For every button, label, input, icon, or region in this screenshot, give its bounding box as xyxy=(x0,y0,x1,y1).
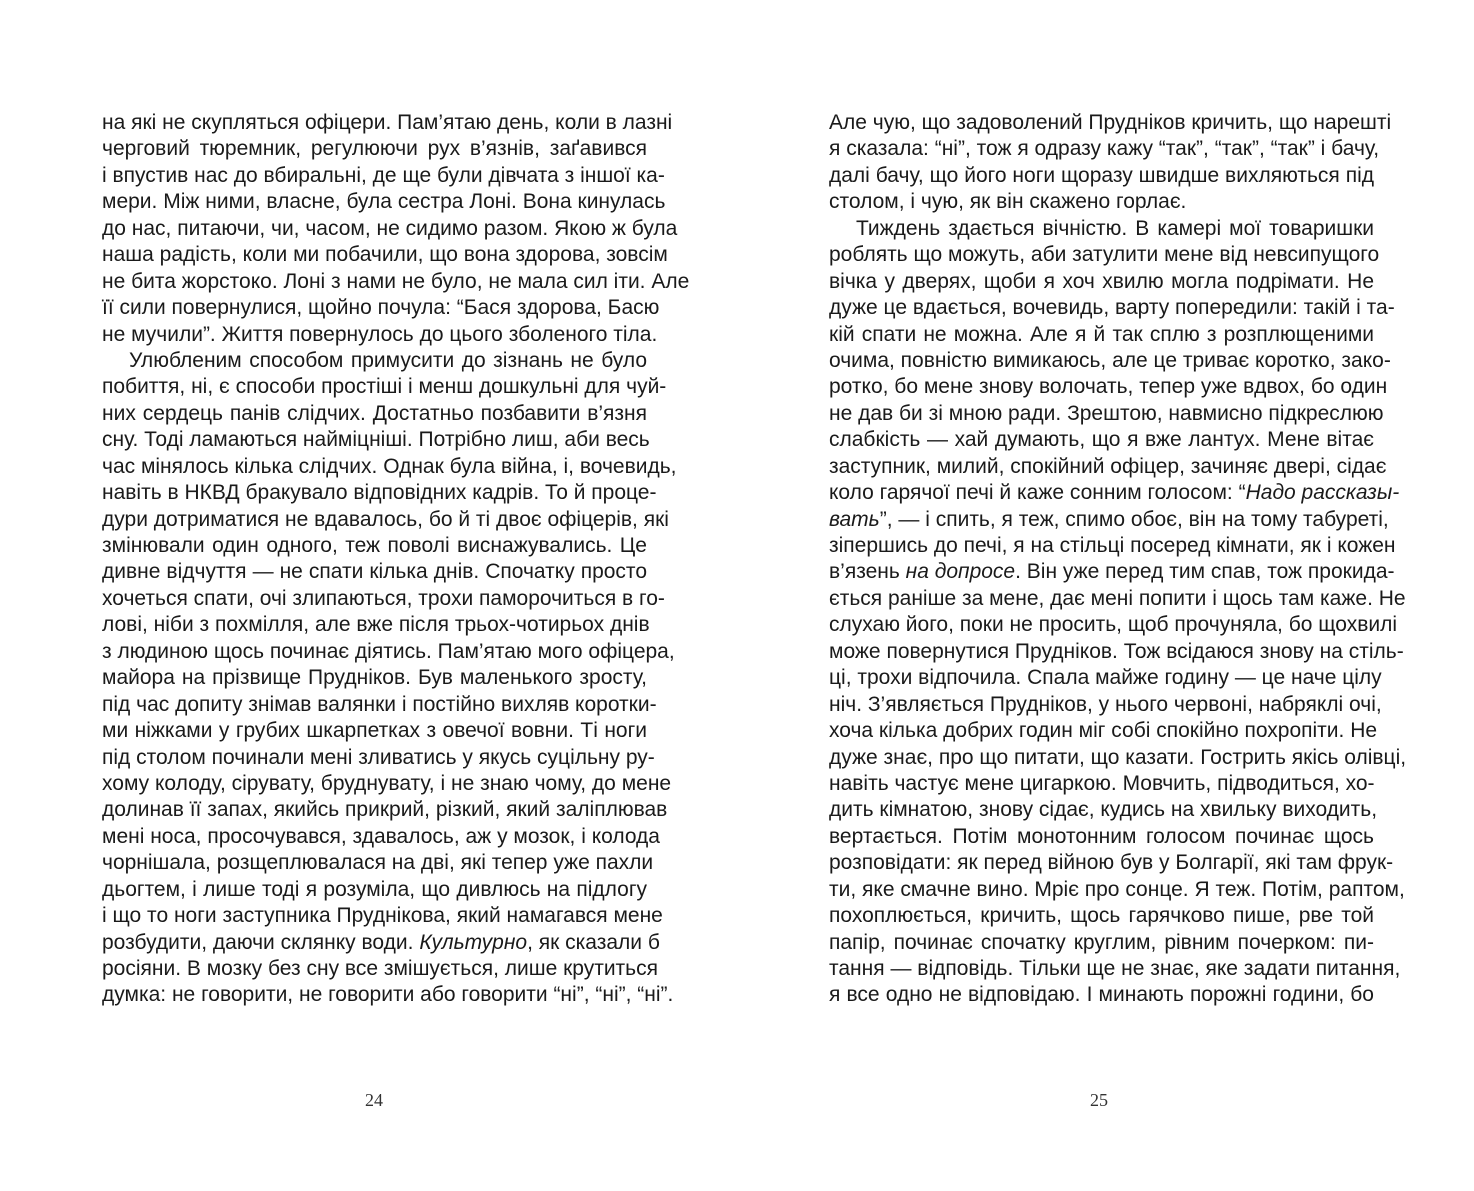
text-line xyxy=(829,480,1400,506)
text-line xyxy=(829,559,1395,585)
text-line: наша радість, коли ми побачили, що вона здорова, зовсім xyxy=(102,243,668,267)
text-line: і що то ноги заступника Пруднікова, який намагався мене xyxy=(102,904,663,928)
text-line: заступник, милий, спокійний офіцер, зачиняє двері, сідає xyxy=(829,454,1387,478)
text-line: ротко, бо мене знову волочать, тепер уже вдвох, бо один xyxy=(829,375,1388,399)
text-line: Але чую, що задоволений Прудніков кричить, що нарешті xyxy=(829,111,1392,134)
text-line: зіпершись до печі, я на стільці посеред кімнати, як і кожен xyxy=(829,534,1396,557)
text-line: лові, ніби з похмілля, але вже після трьох-чотирьох днів xyxy=(102,613,650,637)
text-line: я сказала: “ні”, тож я одразу кажу “так”, “так”, “так” і бачу, xyxy=(829,137,1380,161)
text-line: дивне відчуття — не спати кілька днів. Спочатку просто xyxy=(102,560,647,584)
text-line: і впустив нас до вбиральні, де ще були дівчата з іншої ка- xyxy=(102,163,665,187)
text-line: розповідати: як перед війною був у Болгарії, які там фрук- xyxy=(829,851,1394,875)
text-line: я все одно не відповідаю. І минають порожні години, бо xyxy=(829,983,1374,1007)
text-line: слабкість — хай думають, що я вже лантух. Мене вітає xyxy=(829,428,1374,452)
text-segment: ”, — і спить, я теж, спимо обоє, він на тому табуреті, xyxy=(879,507,1389,531)
text-line: черговий тюремник, регулюючи рух в’язнів, заґавився xyxy=(102,137,647,161)
left-page-text xyxy=(102,110,690,1009)
text-line: очима, повністю вимикаюсь, але це триває коротко, зако- xyxy=(829,348,1391,372)
text-line: дуже це вдається, вочевидь, варту попередили: такій і та- xyxy=(829,296,1395,320)
italic-phrase: на допросе xyxy=(905,560,1016,584)
text-line: її сили повернулися, щойно почула: “Бася здорова, Басю xyxy=(102,296,660,320)
text-line: ється раніше за мене, дає мені попити і щось там каже. Не xyxy=(829,586,1406,610)
text-line: ніч. З’являється Прудніков, у нього червоні, набряклі очі, xyxy=(829,692,1382,716)
text-line: змінювали один одного, теж поволі виснажувались. Це xyxy=(102,534,647,557)
text-line: роблять що можуть, аби затулити мене від невсипущого xyxy=(829,243,1380,267)
text-line: дури дотриматися не вдавалось, бо й ті двоє офіцерів, які xyxy=(102,507,669,531)
text-line: вертається. Потім монотонним голосом починає щось xyxy=(829,824,1374,848)
text-line: дить кімнатою, знову сідає, кудись на хвильку виходить, xyxy=(829,798,1378,822)
text-line: майора на прізвище Прудніков. Був маленького зросту, xyxy=(102,666,647,690)
text-line: хочеться спати, очі злипаються, трохи паморочиться в го- xyxy=(102,586,665,610)
text-line: кій спати не можна. Але я й так сплю з розплющеними xyxy=(829,322,1374,346)
text-segment: розбудити, даючи склянку води. xyxy=(102,930,414,954)
right-page-text xyxy=(829,110,1407,1009)
text-segment: коло гарячої печі й каже сонним голосом: “ xyxy=(829,481,1246,505)
text-line: час мінялось кілька слідчих. Однак була війна, і, вочевидь, xyxy=(102,454,677,478)
text-line: ти, яке смачне вино. Мріє про сонце. Я теж. Потім, раптом, xyxy=(829,877,1405,901)
text-line: мери. Між ними, власне, була сестра Лоні. Вона кинулась xyxy=(102,190,666,214)
text-line xyxy=(102,930,660,956)
text-line: під столом починали мені зливатись у якусь суцільну ру- xyxy=(102,745,655,769)
text-line: думка: не говорити, не говорити або говорити “ні”, “ні”, “ні”. xyxy=(102,983,674,1007)
text-line: під час допиту знімав валянки і постійно вихляв коротки- xyxy=(102,692,657,716)
text-line: може повернутися Прудніков. Тож всідаюся знову на стіль- xyxy=(829,639,1404,663)
text-line: не бита жорстоко. Лоні з нами не було, не мала сил іти. Але xyxy=(102,269,690,293)
text-line: хоча кілька добрих годин міг собі спокійно похропіти. Не xyxy=(829,719,1378,743)
text-line: далі бачу, що його ноги щоразу швидше вихляються під xyxy=(829,163,1374,187)
text-segment: в’язень xyxy=(829,560,900,584)
text-line: долинав її запах, якийсь прикрий, різкий, який заліплював xyxy=(102,798,668,822)
text-line: росіяни. В мозку без сну все змішується, лише крутиться xyxy=(102,957,658,980)
text-line: до нас, питаючи, чи, часом, не сидимо разом. Якою ж була xyxy=(102,216,678,240)
page-number: 24 xyxy=(365,1090,383,1110)
text-line: мені носа, просочувався, здавалось, аж у мозок, і колода xyxy=(102,824,660,848)
text-line: хому колоду, сірувату, бруднувату, і не знаю чому, до мене xyxy=(102,771,672,795)
text-line: навіть в НКВД бракувало відповідних кадрів. То й проце- xyxy=(102,481,657,505)
text-line: не дав би зі мною ради. Зрештою, навмисно підкреслюю xyxy=(829,401,1384,425)
text-line: сну. Тоді ламаються наймiцніші. Потрібно лиш, аби весь xyxy=(102,428,650,452)
text-line: побиття, ні, є способи простіші і менш дошкульні для чуй- xyxy=(102,375,667,399)
text-line: дьогтем, і лише тоді я розуміла, що дивлюсь на підлогу xyxy=(102,877,647,901)
text-line: Тиждень здається вічністю. В камері мої товаришки xyxy=(856,216,1374,240)
text-line: дуже знає, про що питати, що казати. Гострить якісь олівці, xyxy=(829,745,1407,769)
text-line: похоплюється, кричить, щось гарячково пише, рве той xyxy=(829,904,1374,928)
text-line: них сердець панів слідчих. Достатньо позбавити в’язня xyxy=(102,401,647,425)
text-line: чорнішала, розщеплювалася на дві, які тепер уже пахли xyxy=(102,851,654,875)
text-line: столом, і чую, як він скажено горлає. xyxy=(829,190,1187,214)
text-line: навіть частує мене цигаркою. Мовчить, підводиться, хо- xyxy=(829,771,1375,795)
text-segment: , як сказали б xyxy=(527,930,660,954)
text-line: вічка у дверях, щоби я хоч хвилю могла подрімати. Не xyxy=(829,269,1374,293)
italic-word: Культурно xyxy=(419,930,528,954)
text-line: слухаю його, поки не просить, щоб прочуняла, бо щохвилі xyxy=(829,613,1398,637)
text-line: не мучили”. Життя повернулось до цього зболеного тіла. xyxy=(102,322,658,346)
text-segment: . Він уже перед тим спав, тож прокида- xyxy=(1015,560,1395,584)
text-line: тання — відповідь. Тільки ще не знає, яке задати питання, xyxy=(829,957,1401,980)
text-line: на які не скупляться офіцери. Пам’ятаю день, коли в лазні xyxy=(102,111,673,134)
page-number: 25 xyxy=(1090,1090,1108,1110)
text-line: ці, трохи відпочила. Спала майже годину — це наче цілу xyxy=(829,666,1382,690)
text-line: Улюбленим способом примусити до зізнань не було xyxy=(129,348,647,372)
italic-phrase: вать xyxy=(829,507,880,531)
text-line: папір, починає спочатку круглим, рівним почерком: пи- xyxy=(829,930,1374,954)
text-line xyxy=(829,507,1389,533)
text-line: ми ніжками у грубих шкарпетках з овечої вовни. Ті ноги xyxy=(102,719,647,743)
text-line: з людиною щось починає діятись. Пам’ятаю мого офіцера, xyxy=(102,639,675,663)
italic-phrase: Надо рассказы- xyxy=(1245,481,1400,505)
